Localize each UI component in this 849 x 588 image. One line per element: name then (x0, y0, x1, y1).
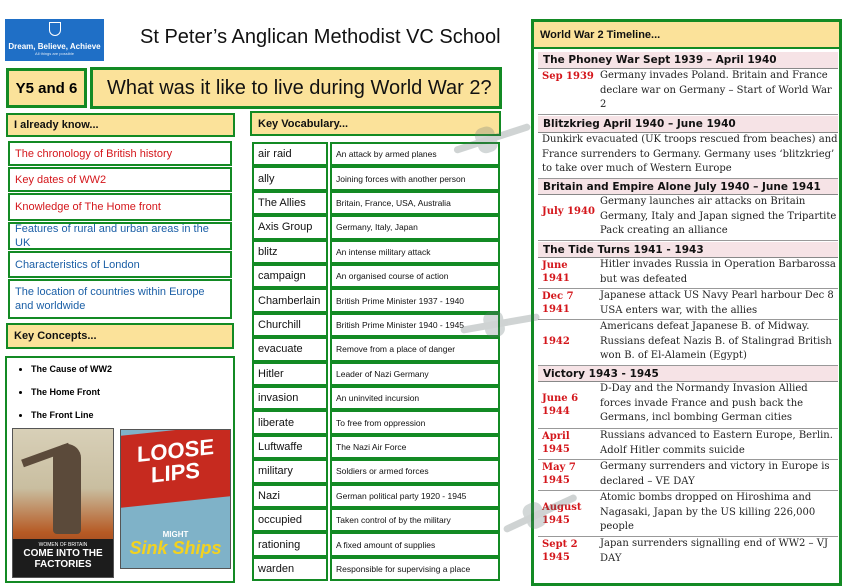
poster2-top-text: LOOSE LIPS (121, 429, 230, 508)
vocab-term: military (252, 459, 328, 483)
vocab-definition: Germany, Italy, Japan (330, 215, 500, 239)
vocab-row (252, 240, 500, 264)
concept-item: • The Cause of WW2 (31, 364, 227, 374)
vocab-definition: Taken control of by the military (330, 508, 500, 532)
concept-item: • The Home Front (31, 387, 227, 397)
vocab-term: invasion (252, 386, 328, 410)
event-date: April 1945 (542, 431, 570, 455)
vocab-term: Chamberlain (252, 288, 328, 312)
poster2-might-text: MIGHT (162, 530, 189, 539)
vocab-term: campaign (252, 264, 328, 288)
vocab-row (252, 435, 500, 459)
timeline-heading: World War 2 Timeline... (534, 22, 839, 49)
vocab-term: ally (252, 166, 328, 190)
loose-lips-poster (120, 429, 231, 569)
event-text: Dunkirk evacuated (UK troops rescued from beaches) and France surrenders to Germany. Germany uses ‘blitzkrieg’ to take over much of Western Europe (542, 134, 838, 174)
event-text: Atomic bombs dropped on Hiroshima and Nagasaki, Japan by the US killing 226,000 people (600, 492, 816, 532)
vocab-term: warden (252, 557, 328, 581)
vocab-row (252, 264, 500, 288)
vocab-term: air raid (252, 142, 328, 166)
vocab-definition: Soldiers or armed forces (330, 459, 500, 483)
vocab-row (252, 215, 500, 239)
timeline-section-heading: The Phoney War Sept 1939 – April 1940 (538, 52, 838, 69)
vocab-definition: An organised course of action (330, 264, 500, 288)
timeline-event (538, 258, 838, 289)
vocab-definition: British Prime Minister 1940 - 1945 (330, 313, 500, 337)
event-date: May 7 1945 (542, 462, 576, 486)
event-date: August 1945 (542, 502, 582, 526)
key-concepts-heading: Key Concepts... (6, 323, 234, 349)
vocab-term: Axis Group (252, 215, 328, 239)
vocab-row (252, 191, 500, 215)
vocab-term: The Allies (252, 191, 328, 215)
event-text: Germany surrenders and victory in Europe is declared – VE DAY (600, 461, 830, 487)
vocab-row (252, 386, 500, 410)
know-item: The chronology of British history (8, 141, 232, 166)
event-date: June 1941 (542, 260, 570, 284)
poster1-big-text: COME INTO THE FACTORIES (23, 548, 103, 570)
vocabulary-heading: Key Vocabulary... (250, 111, 501, 136)
vocab-definition: Remove from a place of danger (330, 337, 500, 361)
crest-icon (49, 22, 61, 36)
know-item: Features of rural and urban areas in the UK (8, 222, 232, 250)
vocab-definition: British Prime Minister 1937 - 1940 (330, 288, 500, 312)
vocab-definition: To free from oppression (330, 410, 500, 434)
know-item: Knowledge of The Home front (8, 193, 232, 221)
page-title: What was it like to live during World War 2? (90, 67, 502, 109)
timeline-event (538, 429, 838, 460)
vocab-row (252, 532, 500, 556)
logo-subtitle: All things are possible (35, 51, 74, 56)
vocab-definition: An uninvited incursion (330, 386, 500, 410)
vocab-row (252, 459, 500, 483)
timeline-section-heading: Blitzkrieg April 1940 – June 1940 (538, 116, 838, 133)
school-logo (5, 19, 104, 61)
vocab-definition: The Nazi Air Force (330, 435, 500, 459)
vocab-row (252, 166, 500, 190)
vocab-term: evacuate (252, 337, 328, 361)
vocab-definition: Responsible for supervising a place (330, 557, 500, 581)
timeline-event (538, 289, 838, 320)
timeline-event (538, 382, 838, 429)
know-item: The location of countries within Europe and worldwide (8, 279, 232, 319)
event-text: Americans defeat Japanese B. of Midway. Russians defeat Nazis B. of Stalingrad British won B. of El-Alamein (Egypt) (600, 321, 832, 361)
event-text: Japan surrenders signalling end of WW2 – VJ DAY (600, 538, 828, 564)
vocab-row (252, 362, 500, 386)
vocab-definition: An attack by armed planes (330, 142, 500, 166)
factories-poster (12, 428, 114, 578)
timeline-event (538, 133, 838, 179)
event-text: D-Day and the Normandy Invasion Allied forces invade France and push back the Germans, incl bombing German cities (600, 383, 808, 423)
event-text: Russians advanced to Eastern Europe, Berlin. Adolf Hitler commits suicide (600, 430, 833, 456)
vocab-definition: A fixed amount of supplies (330, 532, 500, 556)
timeline-section-heading: The Tide Turns 1941 - 1943 (538, 242, 838, 258)
already-know-heading: I already know... (6, 113, 235, 137)
know-item: Characteristics of London (8, 251, 232, 278)
timeline-event (538, 460, 838, 491)
know-item: Key dates of WW2 (8, 167, 232, 192)
vocab-definition: An intense military attack (330, 240, 500, 264)
event-date: June 6 1944 (542, 393, 579, 417)
timeline-event (538, 69, 838, 115)
event-date: 1942 (542, 336, 570, 347)
event-date: Sep 1939 (542, 71, 594, 82)
vocab-row (252, 557, 500, 581)
vocab-term: liberate (252, 410, 328, 434)
timeline-section-heading: Victory 1943 - 1945 (538, 366, 838, 382)
event-text: Hitler invades Russia in Operation Barbarossa but was defeated (600, 259, 836, 285)
vocab-term: Nazi (252, 484, 328, 508)
vocab-term: rationing (252, 532, 328, 556)
vocab-term: blitz (252, 240, 328, 264)
vocab-term: Hitler (252, 362, 328, 386)
event-date: Dec 7 1941 (542, 291, 574, 315)
vocab-row (252, 508, 500, 532)
timeline-event (538, 537, 838, 573)
event-date: Sept 2 1945 (542, 539, 578, 563)
vocab-definition: German political party 1920 - 1945 (330, 484, 500, 508)
timeline-event (538, 195, 838, 241)
vocab-row (252, 410, 500, 434)
year-group: Y5 and 6 (6, 68, 87, 108)
timeline-event (538, 320, 838, 366)
logo-motto: Dream, Believe, Achieve (8, 42, 101, 51)
vocab-definition: Britain, France, USA, Australia (330, 191, 500, 215)
school-name: St Peter’s Anglican Methodist VC School (140, 26, 501, 48)
event-text: Germany invades Poland. Britain and France declare war on Germany – Start of World War 2 (600, 70, 832, 110)
vocab-definition: Leader of Nazi Germany (330, 362, 500, 386)
timeline-section-heading: Britain and Empire Alone July 1940 – June 1941 (538, 179, 838, 195)
timeline-event (538, 491, 838, 537)
event-text: Japanese attack US Navy Pearl harbour Dec 8 USA enters war, with the allies (600, 290, 834, 316)
woman-figure-icon (53, 444, 81, 534)
event-text: Germany launches air attacks on Britain Germany, Italy and Japan signed the Tripartite Pack creating an alliance (600, 196, 837, 236)
event-date: July 1940 (542, 206, 595, 217)
vocab-term: Churchill (252, 313, 328, 337)
vocab-row (252, 484, 500, 508)
poster1-small-text: WOMEN OF BRITAIN (38, 542, 88, 548)
vocab-row (252, 288, 500, 312)
concept-list (13, 364, 227, 420)
vocab-definition: Joining forces with another person (330, 166, 500, 190)
vocab-term: Luftwaffe (252, 435, 328, 459)
concept-item: • The Front Line (31, 410, 227, 420)
vocab-term: occupied (252, 508, 328, 532)
poster2-sink-text: Sink Ships (129, 538, 222, 558)
